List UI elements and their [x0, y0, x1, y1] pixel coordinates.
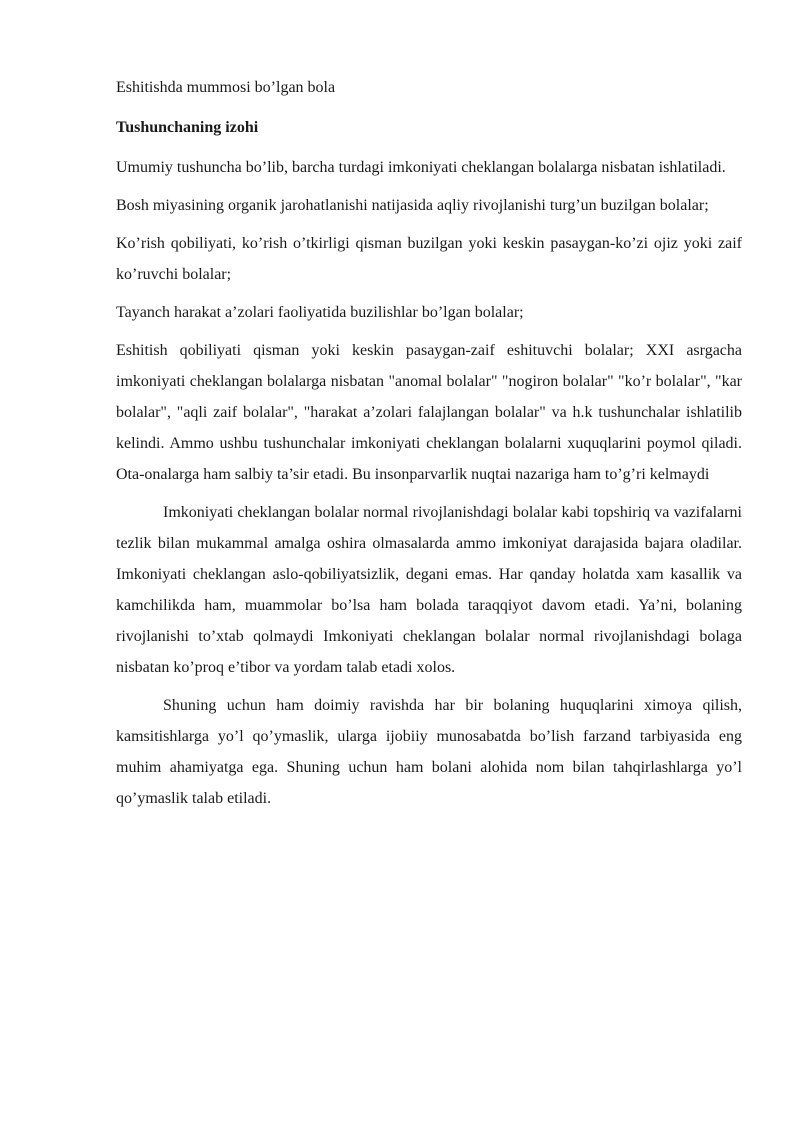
- paragraph-3: Ko’rish qobiliyati, ko’rish o’tkirligi qisman buzilgan yoki keskin pasaygan-ko’zi ojiz yoki zaif ko’ruvchi bolalar;: [116, 235, 742, 283]
- document-title: Eshitishda mummosi bo’lgan bola: [116, 79, 336, 96]
- paragraph-4: Tayanch harakat a’zolari faoliyatida buzilishlar bo’lgan bolalar;: [116, 304, 524, 321]
- paragraph-6: Imkoniyati cheklangan bolalar normal rivojlanishdagi bolalar kabi topshiriq va vazifalarni tezlik bilan mukammal amalga oshira olmasalarda ammo imkoniyat darajasida bajara oladilar. Imkoniyati cheklangan aslo-qobiliyatsizlik, degani emas. Har qanday holatda xam kasallik va kamchilikda ham, muammolar bo’lsa ham bolada taraqqiyot davom etadi. Ya’ni, bolaning rivojlanishi to’xtab qolmaydi Imkoniyati cheklangan bolalar normal rivojlanishdagi bolaga nisbatan ko’proq e’tibor va yordam talab etadi xolos.: [116, 504, 742, 676]
- paragraph-1: Umumiy tushuncha bo’lib, barcha turdagi imkoniyati cheklangan bolalarga nisbatan ishlatiladi.: [116, 159, 726, 176]
- paragraph-7: Shuning uchun ham doimiy ravishda har bir bolaning huquqlarini ximoya qilish, kamsitishlarga yo’l qo’ymaslik, ularga ijobiiy munosabatda bo’lish farzand tarbiyasida eng muhim ahamiyatga ega. Shuning uchun ham bolani alohida nom bilan tahqirlashlarga yo’l qo’ymaslik talab etiladi.: [116, 697, 742, 807]
- section-heading: Tushunchaning izohi: [116, 119, 259, 136]
- paragraph-2: Bosh miyasining organik jarohatlanishi natijasida aqliy rivojlanishi turg’un buzilgan bolalar;: [116, 197, 709, 214]
- paragraph-5: Eshitish qobiliyati qisman yoki keskin pasaygan-zaif eshituvchi bolalar; XXI asrgacha imkoniyati cheklangan bolalarga nisbatan "anomal bolalar" "nogiron bolalar" "ko’r bolalar", "kar bolalar", "aqli zaif bolalar", "harakat a’zolari falajlangan bolalar" va h.k tushunchalar ishlatilib kelindi. Ammo ushbu tushunchalar imkoniyati cheklangan bolalarni xuquqlarini poymol qiladi. Ota-onalarga ham salbiy ta’sir etadi. Bu insonparvarlik nuqtai nazariga ham to’g’ri kelmaydi: [116, 342, 742, 483]
- document-page: [116, 72, 742, 821]
